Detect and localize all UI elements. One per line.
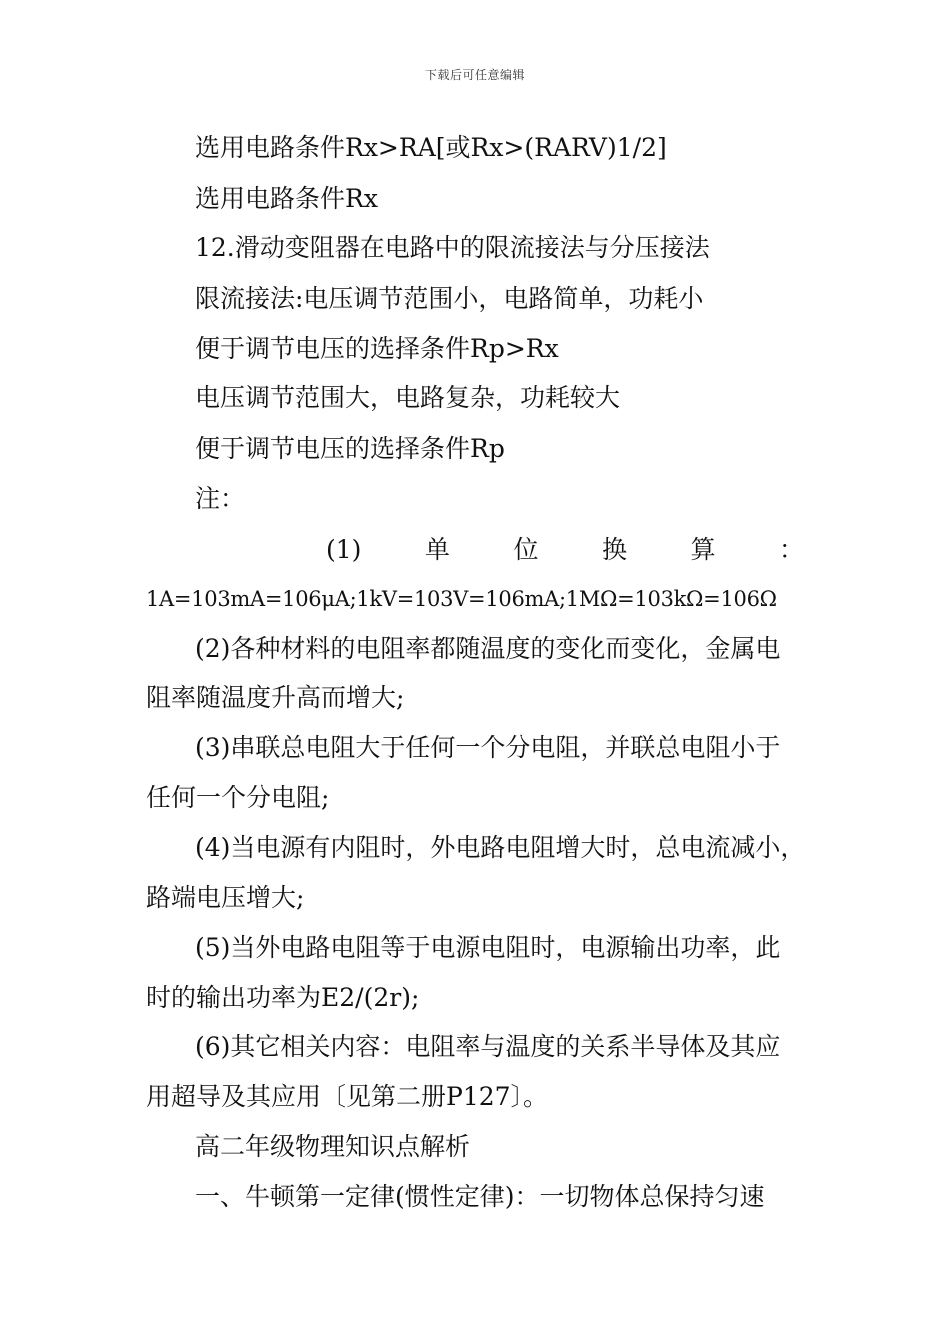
text-line: 选用电路条件Rx xyxy=(195,184,378,213)
heading-char: 位 xyxy=(513,535,539,564)
text-line: 限流接法:电压调节范围小，电路简单，功耗小 xyxy=(195,284,704,313)
text-line: 选用电路条件Rx>RA[或Rx>(RARV)1/2] xyxy=(195,133,667,162)
page-header: 下载后可任意编辑 xyxy=(424,68,525,82)
text-line: (5)当外电路电阻等于电源电阻时，电源输出功率，此 xyxy=(195,933,781,962)
unit-conversion-heading xyxy=(146,534,804,566)
heading-char: 算 xyxy=(690,535,716,564)
text-line: 时的输出功率为E2/(2r); xyxy=(146,983,420,1012)
text-line: 注： xyxy=(195,484,246,513)
text-line: (3)串联总电阻大于任何一个分电阻，并联总电阻小于 xyxy=(195,733,781,762)
heading-char: ： xyxy=(778,535,804,564)
heading-char: (1) xyxy=(326,535,362,564)
heading-char: 换 xyxy=(601,535,627,564)
heading-char: 单 xyxy=(424,535,450,564)
text-line: 电压调节范围大，电路复杂，功耗较大 xyxy=(195,383,621,412)
text-line: 便于调节电压的选择条件Rp xyxy=(195,434,505,463)
text-line: 12.滑动变阻器在电路中的限流接法与分压接法 xyxy=(195,233,710,262)
text-line: (6)其它相关内容：电阻率与温度的关系半导体及其应 xyxy=(195,1032,781,1061)
unit-formula: 1A=103mA=106μA;1kV=103V=106mA;1MΩ=103kΩ=106Ω xyxy=(146,587,777,611)
text-line: 用超导及其应用〔见第二册P127〕。 xyxy=(146,1082,549,1111)
text-line: 任何一个分电阻; xyxy=(146,783,330,812)
text-line: 路端电压增大; xyxy=(146,883,305,912)
section-heading: 高二年级物理知识点解析 xyxy=(195,1132,471,1161)
text-line: (2)各种材料的电阻率都随温度的变化而变化，金属电 xyxy=(195,634,781,663)
text-line: 便于调节电压的选择条件Rp>Rx xyxy=(195,334,559,363)
text-line: 阻率随温度升高而增大; xyxy=(146,683,405,712)
text-line: 一、牛顿第一定律(惯性定律)：一切物体总保持匀速 xyxy=(195,1182,765,1211)
text-line: (4)当电源有内阻时，外电路电阻增大时，总电流减小， xyxy=(195,833,806,862)
